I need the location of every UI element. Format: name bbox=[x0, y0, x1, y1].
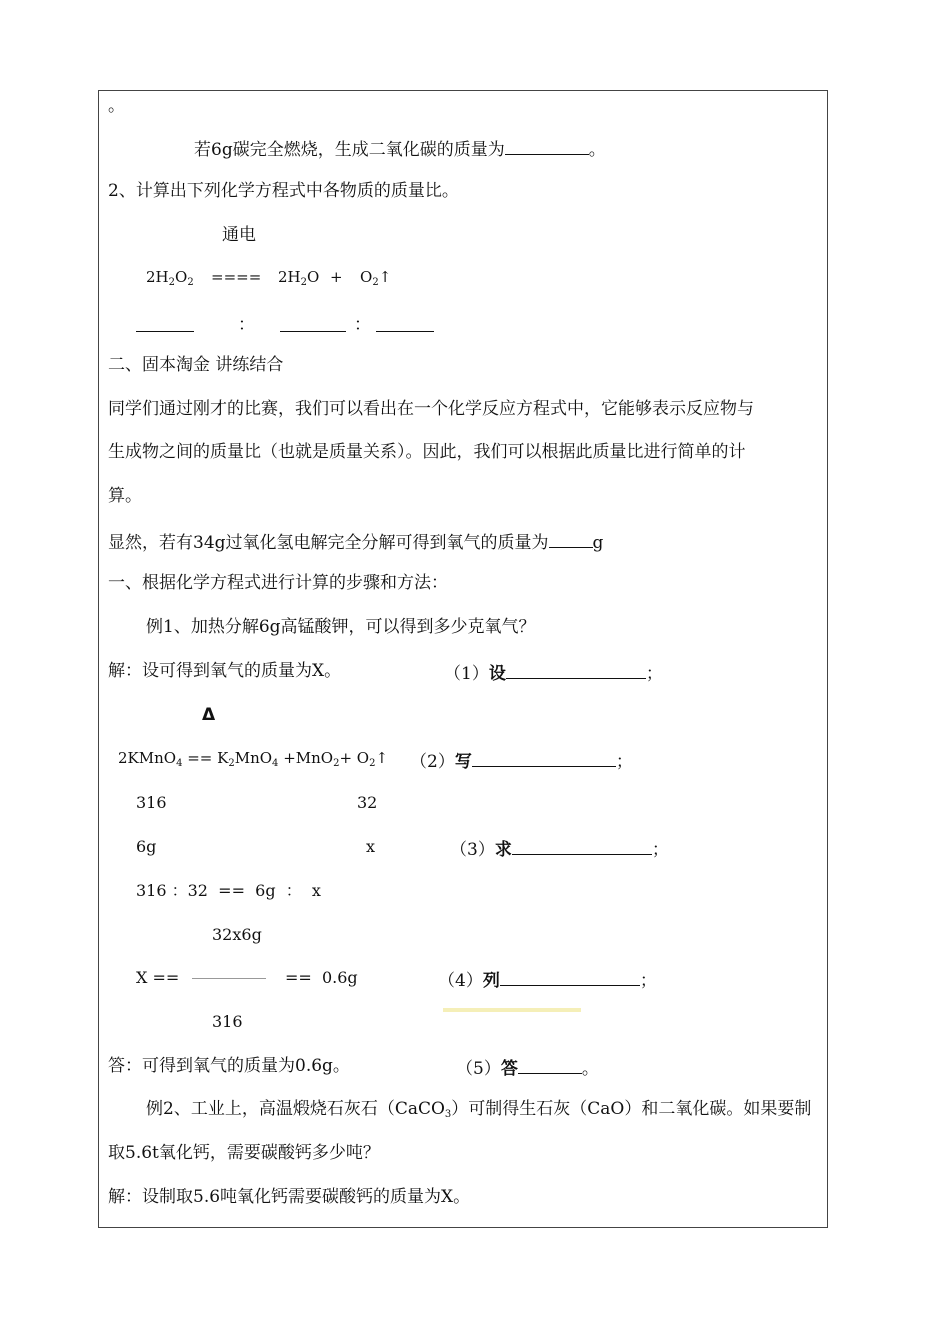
text-line: 。 bbox=[108, 96, 125, 116]
step-blank[interactable] bbox=[500, 970, 640, 986]
step-5: （5）答 。 bbox=[456, 1059, 599, 1079]
fraction-bar bbox=[192, 978, 266, 979]
fraction-numerator: 32x6g bbox=[212, 925, 262, 944]
result: == 0.6g bbox=[285, 968, 358, 987]
paragraph-line: 算。 bbox=[108, 486, 142, 506]
step-3: （3）求 ； bbox=[450, 840, 669, 860]
plus-sign: + bbox=[330, 268, 343, 286]
heat-condition: Δ bbox=[202, 705, 216, 725]
ratio-blank-1[interactable] bbox=[136, 316, 194, 332]
question-line: 显然，若有34g过氧化氢电解完全分解可得到氧气的质量为 g bbox=[108, 533, 604, 553]
ratio-blank-3[interactable] bbox=[376, 316, 434, 332]
x-equals: X == bbox=[136, 968, 180, 987]
molar-mass: 316 bbox=[136, 793, 167, 812]
fraction-denominator: 316 bbox=[212, 1012, 243, 1031]
step-1: （1）设 ； bbox=[444, 664, 663, 684]
question-heading: 2、计算出下列化学方程式中各物质的质量比。 bbox=[108, 181, 459, 201]
step-2: （2）写 ； bbox=[410, 752, 633, 772]
paragraph-line: 生成物之间的质量比（也就是质量关系）。因此，我们可以根据此质量比进行简单的计 bbox=[108, 442, 746, 462]
reactant-h2o2: $2H_2O_2$ bbox=[146, 268, 194, 288]
reaction-condition: 通电 bbox=[222, 225, 256, 245]
given-mass: 6g bbox=[136, 837, 157, 856]
answer-blank[interactable] bbox=[505, 139, 589, 155]
molar-mass: 32 bbox=[357, 793, 378, 812]
question-text: 若6g碳完全燃烧，生成二氧化碳的质量为 bbox=[194, 140, 505, 160]
unknown-mass: x bbox=[366, 837, 376, 856]
step-blank[interactable] bbox=[512, 839, 652, 855]
example-question: 取5.6t氧化钙，需要碳酸钙多少吨？ bbox=[108, 1143, 380, 1163]
example-question: 例2、工业上，高温煅烧石灰石（CaCO$_3$）可制得生石灰（CaO）和二氧化碳。如果要制 bbox=[146, 1099, 812, 1120]
product-o2: $O_2↑$ bbox=[360, 268, 392, 288]
ratio-colon: ： bbox=[238, 315, 255, 335]
step-blank[interactable] bbox=[472, 751, 616, 767]
highlight-mark bbox=[443, 1008, 581, 1012]
proportion: 316 ：32 == 6g ： x bbox=[136, 881, 321, 900]
step-blank[interactable] bbox=[518, 1058, 582, 1074]
answer-blank[interactable] bbox=[549, 532, 593, 548]
text-line: 若6g碳完全燃烧，生成二氧化碳的质量为 。 bbox=[194, 140, 606, 160]
answer-line: 答：可得到氧气的质量为0.6g。 bbox=[108, 1056, 350, 1076]
product-h2o: $2H_2O$ bbox=[278, 268, 320, 288]
solution-line: 解：设可得到氧气的质量为X。 bbox=[108, 661, 342, 681]
example-question: 例1、加热分解6g高锰酸钾，可以得到多少克氧气？ bbox=[146, 617, 536, 637]
step-blank[interactable] bbox=[506, 663, 646, 679]
section-title: 二、固本淘金 讲练结合 bbox=[108, 355, 284, 375]
step-4: （4）列 ； bbox=[438, 971, 657, 991]
ratio-colon: ： bbox=[354, 315, 371, 335]
equation-kmno4: 2KMnO$_4$ == $K_2MnO_4 +MnO_2+$ $O_2↑$ bbox=[118, 749, 389, 769]
ratio-blank-2[interactable] bbox=[280, 316, 346, 332]
reaction-sign: ==== bbox=[211, 268, 262, 286]
solution-line: 解：设制取5.6吨氧化钙需要碳酸钙的质量为X。 bbox=[108, 1187, 471, 1207]
section-title: 一、根据化学方程式进行计算的步骤和方法： bbox=[108, 573, 448, 593]
paragraph-line: 同学们通过刚才的比赛，我们可以看出在一个化学反应方程式中，它能够表示反应物与 bbox=[108, 399, 754, 419]
